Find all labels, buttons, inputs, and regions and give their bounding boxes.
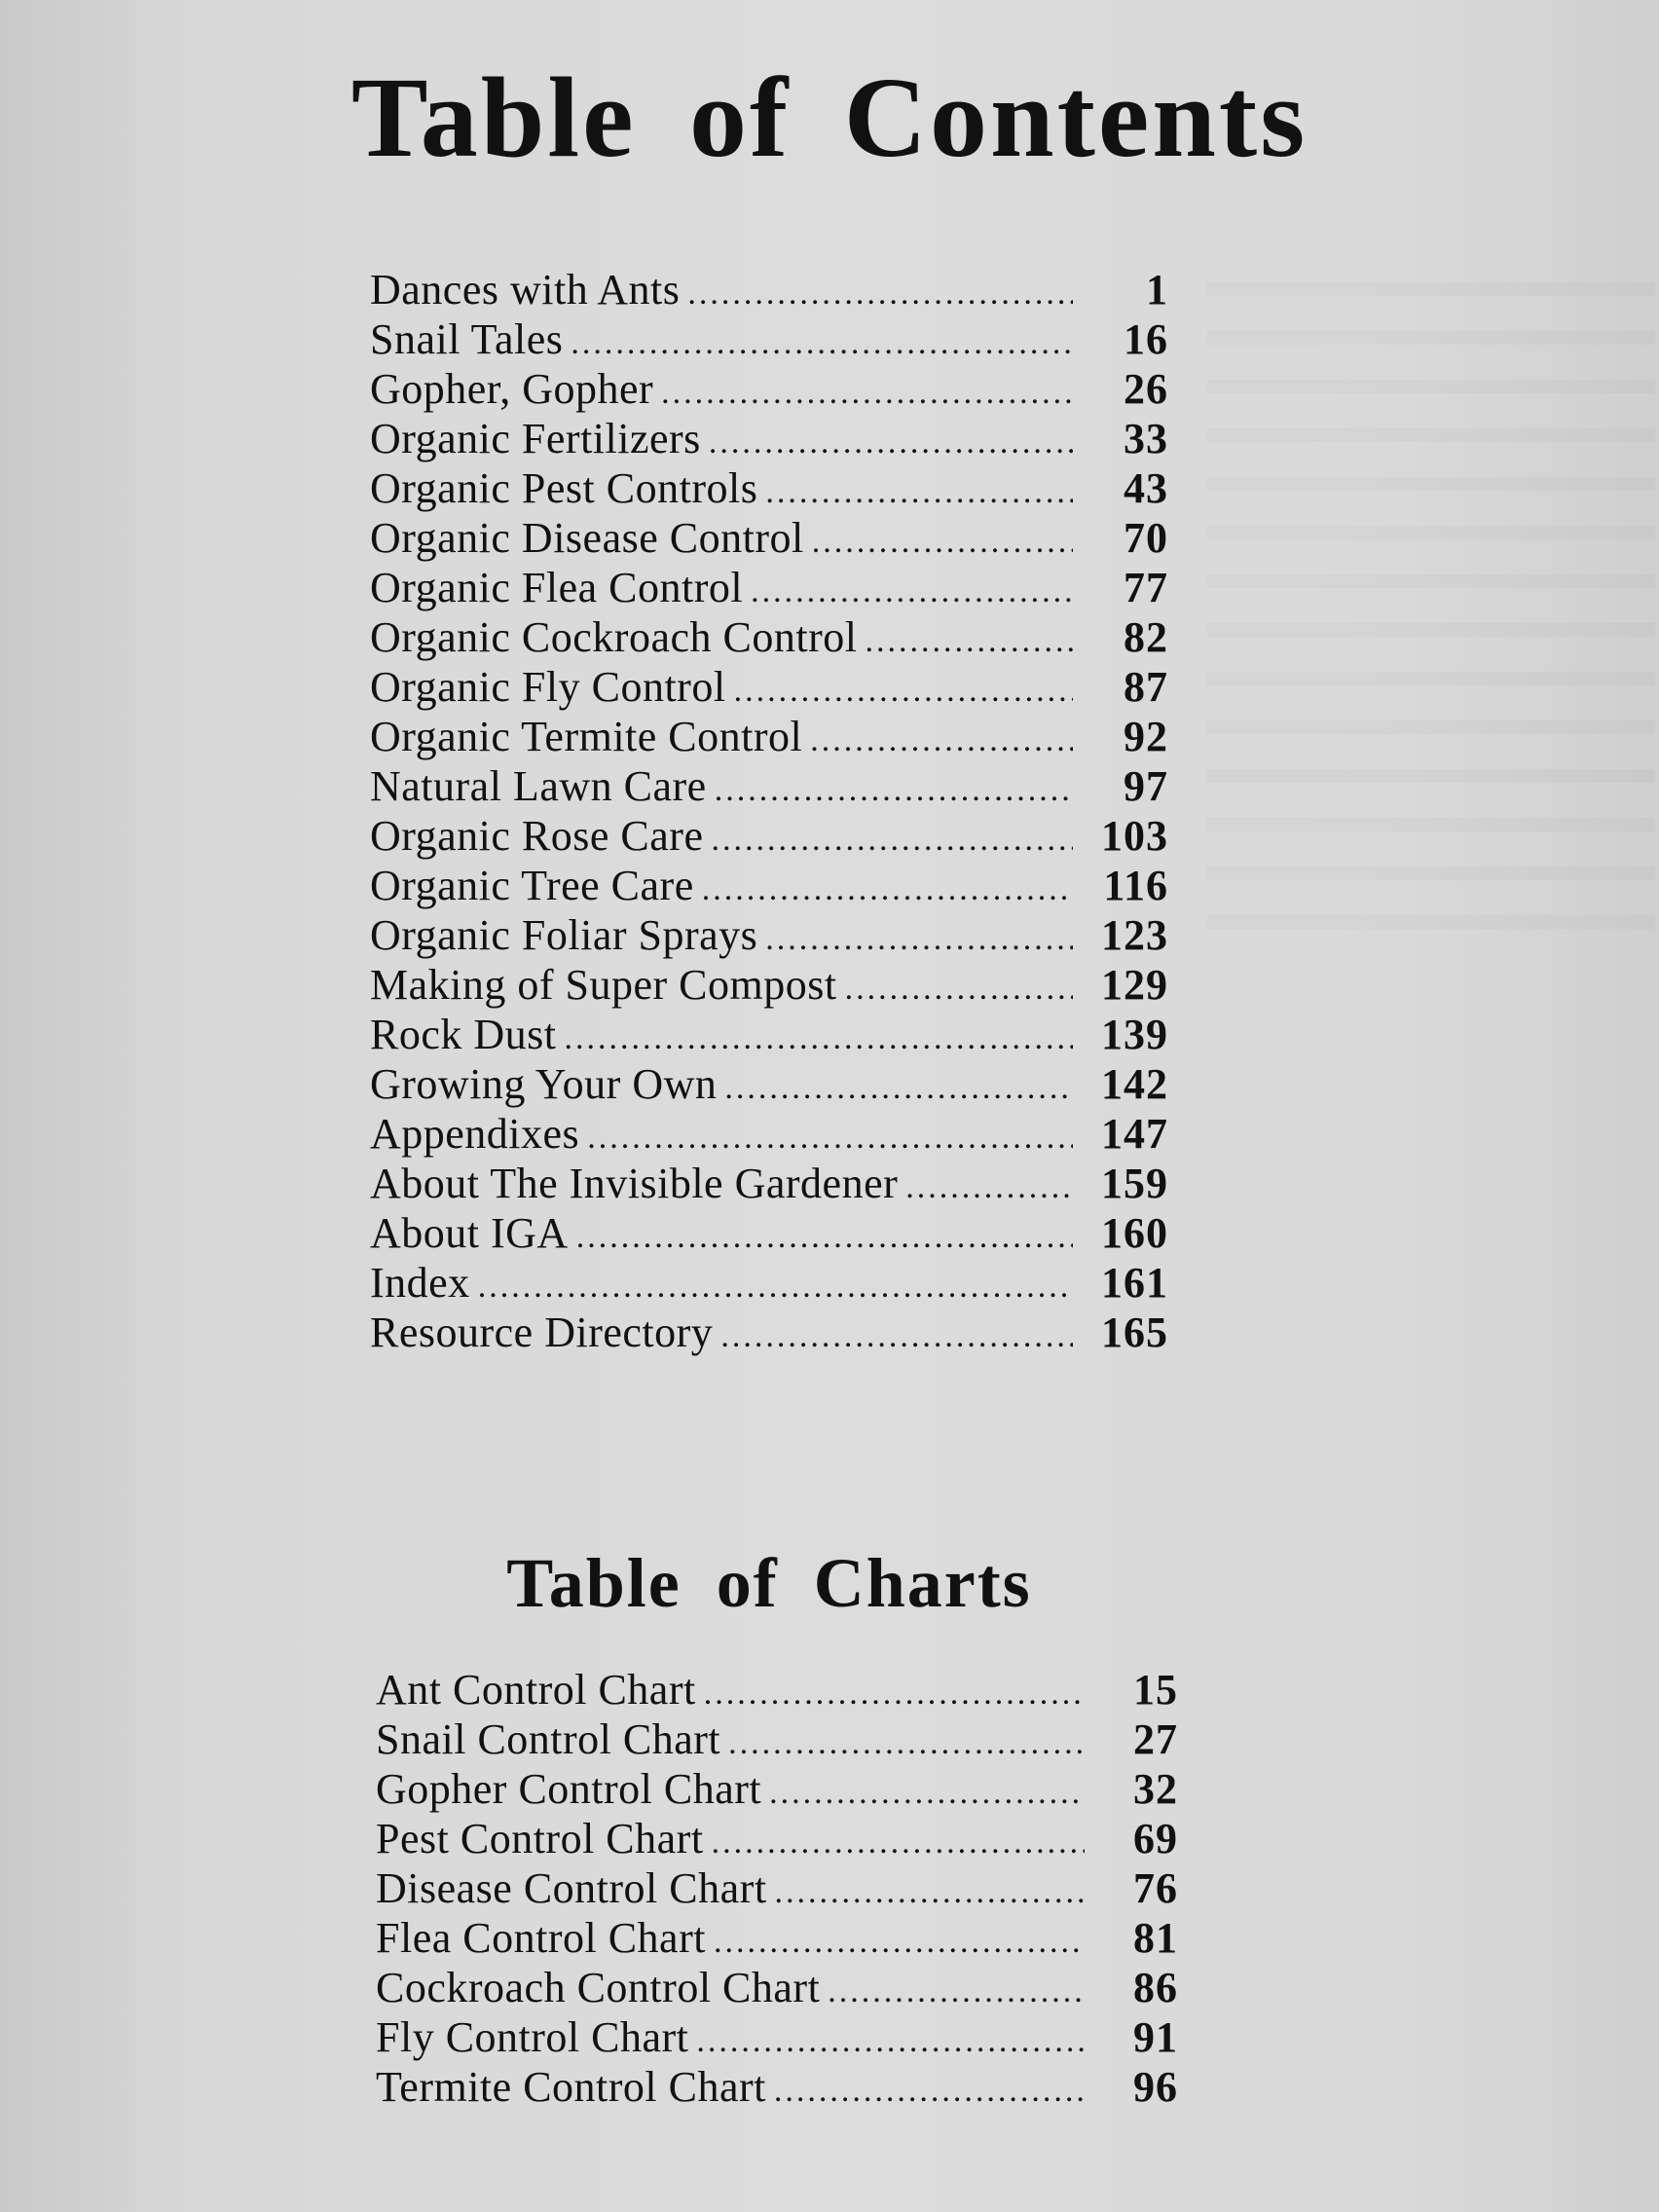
- dot-leader: [769, 1775, 1085, 1812]
- toc-entry-title: Snail Control Chart: [376, 1715, 721, 1763]
- toc-page-number: 33: [1124, 415, 1168, 462]
- dot-leader: [704, 1676, 1085, 1713]
- dot-leader: [765, 921, 1073, 958]
- dot-leader: [478, 1269, 1073, 1306]
- toc-entry-title: Organic Rose Care: [370, 812, 704, 860]
- toc-entry-title: About IGA: [370, 1209, 569, 1257]
- toc-page-number: 139: [1101, 1011, 1168, 1058]
- dot-leader: [865, 623, 1073, 660]
- dot-leader: [702, 871, 1073, 908]
- dot-leader: [715, 772, 1073, 809]
- page-title: Table of Contents: [350, 54, 1309, 181]
- dot-leader: [775, 1874, 1085, 1911]
- toc-page-number: 147: [1101, 1110, 1168, 1158]
- toc-entry-title: Gopher Control Chart: [376, 1765, 762, 1813]
- toc-entry-title: Rock Dust: [370, 1011, 557, 1058]
- toc-entry-title: Making of Super Compost: [370, 961, 837, 1009]
- toc-page-number: 129: [1101, 961, 1168, 1009]
- toc-page-number: 27: [1133, 1715, 1178, 1763]
- toc-entry-title: Organic Fly Control: [370, 663, 726, 711]
- toc-entry: [376, 2062, 1178, 2112]
- show-through-texture: [1207, 282, 1655, 964]
- toc-entry-title: Organic Pest Controls: [370, 464, 758, 512]
- toc-page-number: 32: [1133, 1765, 1178, 1813]
- toc-page-number: 43: [1124, 464, 1168, 512]
- dot-leader: [905, 1169, 1073, 1206]
- toc-entry: [370, 463, 1168, 513]
- toc-page-number: 161: [1101, 1259, 1168, 1307]
- toc-entry: [370, 612, 1168, 662]
- toc-entry: [370, 910, 1168, 960]
- toc-entry: [370, 1159, 1168, 1208]
- toc-entry: [370, 960, 1168, 1010]
- toc-entry-title: Organic Disease Control: [370, 514, 804, 562]
- charts-list: [376, 1665, 1178, 2112]
- toc-entry: [370, 563, 1168, 612]
- dot-leader: [571, 325, 1073, 362]
- toc-entry-title: Dances with Ants: [370, 266, 681, 313]
- dot-leader: [696, 2023, 1085, 2060]
- toc-page-number: 15: [1133, 1666, 1178, 1714]
- toc-entry: [370, 1010, 1168, 1059]
- dot-leader: [709, 424, 1073, 461]
- toc-page-number: 69: [1133, 1815, 1178, 1862]
- toc-entry: [370, 1258, 1168, 1308]
- toc-entry: [370, 414, 1168, 463]
- toc-entry: [376, 2012, 1178, 2062]
- toc-entry: [370, 712, 1168, 761]
- toc-entry-title: Flea Control Chart: [376, 1914, 706, 1962]
- toc-entry-title: Cockroach Control Chart: [376, 1964, 821, 2011]
- toc-entry: [370, 1308, 1168, 1357]
- toc-entry-title: Appendixes: [370, 1110, 580, 1158]
- toc-entry: [376, 1665, 1178, 1714]
- toc-entry-title: Growing Your Own: [370, 1060, 718, 1108]
- toc-entry: [370, 1059, 1168, 1109]
- dot-leader: [728, 1725, 1085, 1762]
- toc-entry-title: Gopher, Gopher: [370, 365, 654, 413]
- toc-page-number: 165: [1101, 1309, 1168, 1356]
- dot-leader: [810, 722, 1073, 759]
- toc-entry-title: Disease Control Chart: [376, 1864, 767, 1912]
- toc-entry: [370, 265, 1168, 314]
- toc-entry-title: Natural Lawn Care: [370, 762, 707, 810]
- dot-leader: [724, 1070, 1073, 1107]
- dot-leader: [712, 1825, 1085, 1862]
- toc-entry-title: About The Invisible Gardener: [370, 1160, 899, 1207]
- dot-leader: [576, 1219, 1073, 1256]
- toc-entry-title: Organic Flea Control: [370, 564, 744, 611]
- toc-entry: [376, 1913, 1178, 1963]
- toc-page-number: 160: [1101, 1209, 1168, 1257]
- contents-list: [370, 265, 1168, 1357]
- toc-entry-title: Organic Fertilizers: [370, 415, 701, 462]
- dot-leader: [812, 524, 1073, 561]
- toc-entry-title: Organic Tree Care: [370, 862, 694, 909]
- toc-page-number: 87: [1124, 663, 1168, 711]
- dot-leader: [734, 673, 1073, 710]
- toc-page-number: 16: [1124, 315, 1168, 363]
- toc-page-number: 76: [1133, 1864, 1178, 1912]
- toc-entry-title: Resource Directory: [370, 1309, 714, 1356]
- toc-entry-title: Snail Tales: [370, 315, 564, 363]
- dot-leader: [774, 2073, 1085, 2110]
- toc-entry: [370, 364, 1168, 414]
- dot-leader: [687, 276, 1073, 313]
- dot-leader: [828, 1973, 1085, 2010]
- toc-entry-title: Fly Control Chart: [376, 2013, 689, 2061]
- toc-entry-title: Organic Cockroach Control: [370, 613, 858, 661]
- toc-entry-title: Ant Control Chart: [376, 1666, 696, 1714]
- toc-page-number: 116: [1103, 862, 1168, 909]
- toc-entry: [376, 1963, 1178, 2012]
- toc-entry-title: Termite Control Chart: [376, 2063, 766, 2111]
- dot-leader: [765, 474, 1073, 511]
- toc-entry-title: Organic Termite Control: [370, 713, 803, 760]
- toc-page-number: 77: [1124, 564, 1168, 611]
- dot-leader: [661, 375, 1073, 412]
- dot-leader: [751, 573, 1073, 610]
- toc-entry: [370, 662, 1168, 712]
- toc-page-number: 159: [1101, 1160, 1168, 1207]
- toc-page-number: 26: [1124, 365, 1168, 413]
- toc-page-number: 142: [1101, 1060, 1168, 1108]
- dot-leader: [711, 822, 1073, 859]
- toc-page-number: 97: [1124, 762, 1168, 810]
- toc-entry: [370, 1109, 1168, 1159]
- toc-entry: [370, 811, 1168, 861]
- toc-entry: [376, 1714, 1178, 1764]
- toc-page-number: 123: [1101, 911, 1168, 959]
- charts-section-title: Table of Charts: [506, 1544, 1032, 1622]
- toc-entry: [376, 1764, 1178, 1814]
- toc-page-number: 1: [1146, 266, 1168, 313]
- toc-entry-title: Organic Foliar Sprays: [370, 911, 758, 959]
- toc-page-number: 70: [1124, 514, 1168, 562]
- dot-leader: [714, 1924, 1085, 1961]
- toc-entry: [370, 314, 1168, 364]
- toc-page-number: 86: [1133, 1964, 1178, 2011]
- toc-page-number: 82: [1124, 613, 1168, 661]
- toc-entry: [370, 861, 1168, 910]
- toc-entry: [370, 1208, 1168, 1258]
- toc-entry: [370, 761, 1168, 811]
- toc-entry: [376, 1814, 1178, 1863]
- dot-leader: [720, 1318, 1073, 1355]
- toc-page-number: 81: [1133, 1914, 1178, 1962]
- dot-leader: [565, 1020, 1074, 1057]
- toc-entry: [370, 513, 1168, 563]
- dot-leader: [587, 1120, 1073, 1157]
- toc-page-number: 103: [1101, 812, 1168, 860]
- toc-page-number: 92: [1124, 713, 1168, 760]
- toc-page-number: 96: [1133, 2063, 1178, 2111]
- toc-entry: [376, 1863, 1178, 1913]
- toc-page-number: 91: [1133, 2013, 1178, 2061]
- toc-entry-title: Pest Control Chart: [376, 1815, 704, 1862]
- dot-leader: [845, 971, 1073, 1008]
- toc-entry-title: Index: [370, 1259, 470, 1307]
